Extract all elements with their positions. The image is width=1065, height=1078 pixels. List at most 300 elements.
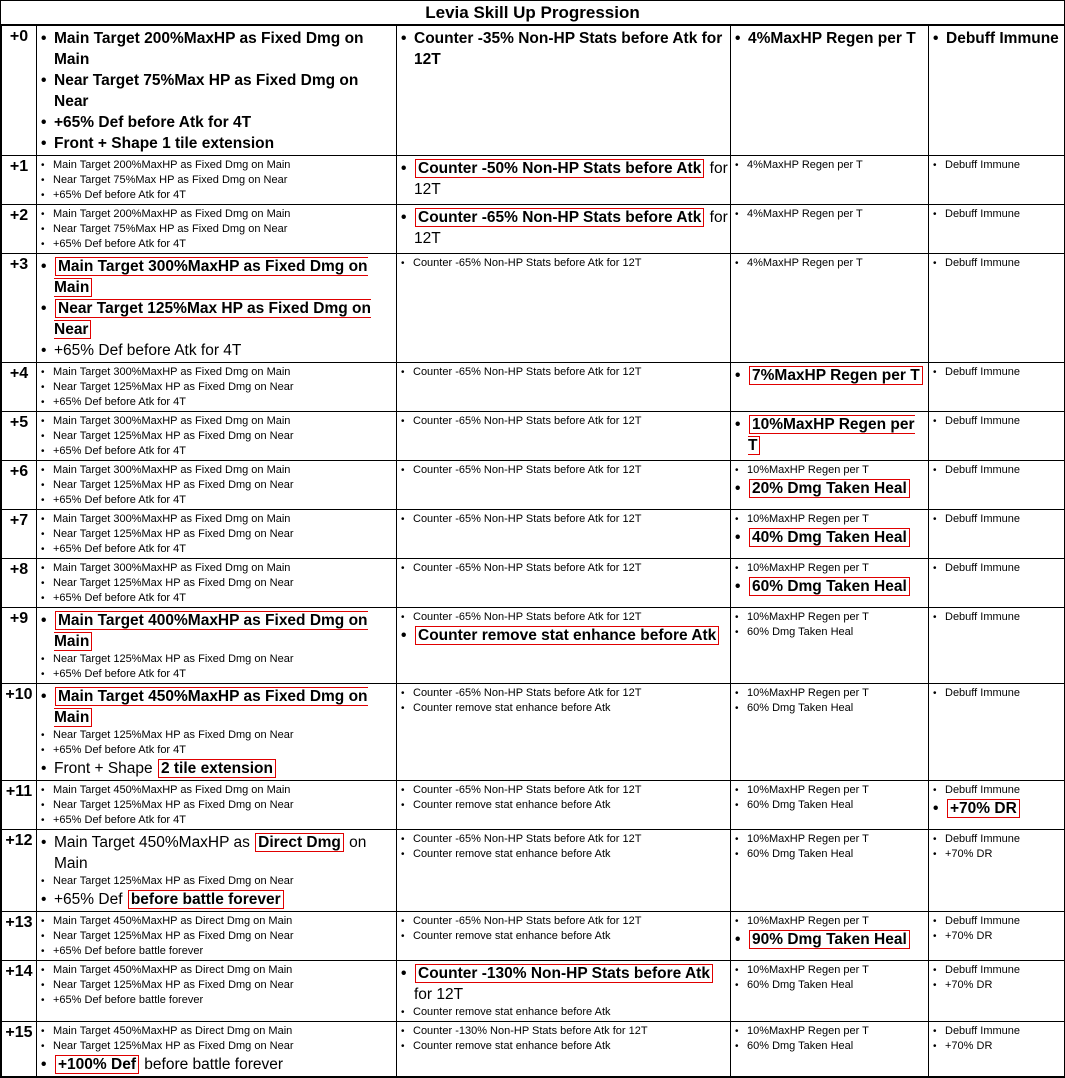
bullet-icon: •	[933, 798, 946, 819]
immunity-dr-effects-cell	[929, 205, 1065, 254]
effect-segment: Near Target 125%Max HP as Fixed Dmg on Near	[53, 528, 293, 540]
level-cell: +1	[2, 156, 37, 205]
effect-text	[945, 832, 1064, 846]
bullet-icon: •	[41, 979, 53, 993]
bullet-item	[933, 512, 1064, 527]
effect-segment: +65% Def before Atk for 4T	[53, 189, 186, 201]
bullet-icon: •	[933, 159, 945, 173]
effect-segment: Front + Shape 1 tile extension	[54, 135, 274, 152]
bullet-item	[41, 256, 394, 298]
effect-segment: 10%MaxHP Regen per T	[747, 833, 869, 845]
effect-text	[53, 493, 394, 507]
regen-heal-effects-cell	[731, 684, 929, 781]
bullet-item	[41, 832, 394, 874]
bullet-item	[735, 783, 926, 798]
regen-heal-effects-cell	[731, 608, 929, 684]
bullet-icon: •	[41, 875, 53, 889]
counter-effects-cell	[397, 254, 731, 363]
bullet-icon: •	[401, 611, 413, 625]
bullet-icon: •	[401, 1040, 413, 1054]
bullet-item	[41, 576, 394, 591]
effect-text	[413, 686, 728, 700]
effect-segment: Near Target 125%Max HP as Fixed Dmg on Near	[53, 479, 293, 491]
counter-effects-cell	[397, 461, 731, 510]
bullet-item	[41, 340, 394, 361]
bullet-item	[41, 414, 394, 429]
level-cell: +9	[2, 608, 37, 684]
immunity-dr-effects-cell	[929, 156, 1065, 205]
bullet-item	[41, 173, 394, 188]
level-cell: +15	[2, 1022, 37, 1077]
effect-text	[53, 414, 394, 428]
effect-text	[946, 28, 1064, 49]
main-effects-cell	[37, 1022, 397, 1077]
effect-segment: Debuff Immune	[945, 1025, 1020, 1037]
effect-segment: Debuff Immune	[945, 257, 1020, 269]
effect-segment: 10%MaxHP Regen per T	[747, 964, 869, 976]
level-cell: +5	[2, 412, 37, 461]
bullet-item	[401, 1005, 728, 1020]
table-row	[2, 559, 1065, 608]
effect-text	[747, 561, 926, 575]
levels-table	[1, 25, 1065, 1077]
effect-text	[945, 561, 1064, 575]
bullet-item	[735, 365, 926, 386]
main-effects-cell	[37, 461, 397, 510]
bullet-icon: •	[41, 381, 53, 395]
effect-segment: +65% Def before Atk for 4T	[54, 342, 241, 359]
effect-segment: 10%MaxHP Regen per T	[747, 464, 869, 476]
effect-segment: Counter -65% Non-HP Stats before Atk for 12T	[413, 513, 641, 525]
counter-effects-cell	[397, 205, 731, 254]
bullet-icon: •	[401, 257, 413, 271]
effect-segment: 60% Dmg Taken Heal	[747, 979, 853, 991]
table-row	[2, 205, 1065, 254]
main-effects-cell	[37, 156, 397, 205]
bullet-item	[735, 625, 926, 640]
counter-effects-cell	[397, 1022, 731, 1077]
bullet-icon: •	[41, 430, 53, 444]
bullet-item	[41, 914, 394, 929]
effect-text	[413, 610, 728, 624]
effect-text	[945, 1039, 1064, 1053]
effect-segment: 60% Dmg Taken Heal	[747, 626, 853, 638]
highlighted-change: Direct Dmg	[255, 833, 344, 852]
effect-text	[747, 963, 926, 977]
level-cell: +7	[2, 510, 37, 559]
bullet-item	[401, 701, 728, 716]
table-row	[2, 781, 1065, 830]
effect-segment: Debuff Immune	[945, 784, 1020, 796]
bullet-icon: •	[41, 396, 53, 410]
effect-segment: +70% DR	[945, 979, 992, 991]
effect-segment: +70% DR	[945, 848, 992, 860]
effect-text	[748, 929, 926, 950]
effect-segment: Debuff Immune	[945, 687, 1020, 699]
effect-text	[945, 463, 1064, 477]
effect-segment: 4%MaxHP Regen per T	[748, 30, 916, 47]
effect-text	[747, 798, 926, 812]
bullet-icon: •	[41, 366, 53, 380]
effect-text	[53, 188, 394, 202]
effect-segment: 10%MaxHP Regen per T	[747, 513, 869, 525]
effect-text	[945, 963, 1064, 977]
bullet-item	[401, 158, 728, 200]
effect-segment: Near Target 125%Max HP as Fixed Dmg on Near	[53, 799, 293, 811]
bullet-icon: •	[41, 1054, 54, 1075]
bullet-icon: •	[735, 799, 747, 813]
effect-text	[54, 70, 394, 112]
effect-segment: Main Target 450%MaxHP as Direct Dmg on Main	[53, 1025, 292, 1037]
effect-segment: 10%MaxHP Regen per T	[747, 1025, 869, 1037]
bullet-icon: •	[401, 687, 413, 701]
effect-text	[54, 298, 394, 340]
effect-text	[946, 798, 1064, 819]
bullet-icon: •	[933, 513, 945, 527]
regen-heal-effects-cell	[731, 961, 929, 1022]
immunity-dr-effects-cell	[929, 26, 1065, 156]
bullet-item	[933, 798, 1064, 819]
table-row	[2, 830, 1065, 912]
regen-heal-effects-cell	[731, 412, 929, 461]
effect-text	[53, 914, 394, 928]
effect-segment: Front + Shape	[54, 760, 157, 777]
bullet-icon: •	[735, 848, 747, 862]
effect-segment: +65% Def before Atk for 4T	[53, 592, 186, 604]
bullet-icon: •	[41, 174, 53, 188]
bullet-item	[735, 158, 926, 173]
bullet-item	[735, 512, 926, 527]
bullet-icon: •	[41, 133, 54, 154]
bullet-item	[735, 256, 926, 271]
effect-text	[747, 686, 926, 700]
bullet-item	[41, 542, 394, 557]
table-row	[2, 363, 1065, 412]
regen-heal-effects-cell	[731, 1022, 929, 1077]
bullet-icon: •	[401, 963, 414, 984]
bullet-item	[41, 743, 394, 758]
bullet-icon: •	[933, 687, 945, 701]
bullet-icon: •	[41, 592, 53, 606]
highlighted-change: Counter -65% Non-HP Stats before Atk	[415, 208, 704, 227]
bullet-icon: •	[41, 889, 54, 910]
bullet-item	[933, 414, 1064, 429]
effect-segment: Main Target 300%MaxHP as Fixed Dmg on Main	[53, 513, 290, 525]
effect-text	[945, 978, 1064, 992]
bullet-item	[735, 527, 926, 548]
bullet-icon: •	[735, 1040, 747, 1054]
regen-heal-effects-cell	[731, 510, 929, 559]
main-effects-cell	[37, 559, 397, 608]
immunity-dr-effects-cell	[929, 1022, 1065, 1077]
effect-segment: +70% DR	[945, 930, 992, 942]
effect-text	[53, 783, 394, 797]
bullet-item	[41, 652, 394, 667]
bullet-icon: •	[735, 576, 748, 597]
bullet-icon: •	[933, 915, 945, 929]
effect-segment: Debuff Immune	[945, 464, 1020, 476]
effect-segment: +65% Def before Atk for 4T	[53, 543, 186, 555]
effect-segment: +65% Def before battle forever	[53, 994, 203, 1006]
highlighted-change: +100% Def	[55, 1055, 139, 1074]
regen-heal-effects-cell	[731, 205, 929, 254]
effect-segment: Main Target 300%MaxHP as Fixed Dmg on Main	[53, 415, 290, 427]
effect-text	[413, 1039, 728, 1053]
bullet-item	[41, 889, 394, 910]
counter-effects-cell	[397, 510, 731, 559]
bullet-item	[933, 847, 1064, 862]
effect-segment: +65% Def before battle forever	[53, 945, 203, 957]
effect-text	[53, 207, 394, 221]
regen-heal-effects-cell	[731, 559, 929, 608]
immunity-dr-effects-cell	[929, 510, 1065, 559]
bullet-item	[933, 28, 1064, 49]
effect-segment: +65% Def before Atk for 4T	[53, 396, 186, 408]
effect-segment: Near Target 125%Max HP as Fixed Dmg on Near	[53, 430, 293, 442]
effect-text	[54, 28, 394, 70]
bullet-icon: •	[401, 1025, 413, 1039]
effect-segment: Counter -65% Non-HP Stats before Atk for 12T	[413, 833, 641, 845]
bullet-icon: •	[735, 626, 747, 640]
bullet-icon: •	[41, 208, 53, 222]
effect-segment: Counter -65% Non-HP Stats before Atk for 12T	[413, 415, 641, 427]
bullet-item	[735, 414, 926, 456]
bullet-item	[401, 798, 728, 813]
effect-text	[747, 832, 926, 846]
bullet-item	[933, 561, 1064, 576]
counter-effects-cell	[397, 559, 731, 608]
bullet-icon: •	[41, 668, 53, 682]
bullet-item	[933, 963, 1064, 978]
main-effects-cell	[37, 608, 397, 684]
bullet-item	[401, 207, 728, 249]
effect-segment: 4%MaxHP Regen per T	[747, 208, 863, 220]
bullet-icon: •	[401, 833, 413, 847]
bullet-item	[933, 783, 1064, 798]
immunity-dr-effects-cell	[929, 559, 1065, 608]
effect-segment: +65% Def	[54, 891, 127, 908]
effect-text	[945, 929, 1064, 943]
bullet-icon: •	[735, 784, 747, 798]
highlighted-change: Main Target 450%MaxHP as Fixed Dmg on Main	[54, 687, 368, 727]
regen-heal-effects-cell	[731, 830, 929, 912]
bullet-item	[41, 963, 394, 978]
effect-text	[53, 512, 394, 526]
effect-segment: Main Target 300%MaxHP as Fixed Dmg on Main	[53, 464, 290, 476]
bullet-icon: •	[933, 848, 945, 862]
table-row	[2, 912, 1065, 961]
effect-text	[748, 576, 926, 597]
bullet-icon: •	[41, 256, 54, 277]
bullet-icon: •	[41, 964, 53, 978]
immunity-dr-effects-cell	[929, 461, 1065, 510]
bullet-item	[735, 1024, 926, 1039]
immunity-dr-effects-cell	[929, 684, 1065, 781]
effect-text	[53, 993, 394, 1007]
effect-text	[413, 832, 728, 846]
effect-text	[413, 561, 728, 575]
bullet-icon: •	[933, 366, 945, 380]
effect-text	[414, 207, 728, 249]
bullet-item	[401, 414, 728, 429]
immunity-dr-effects-cell	[929, 830, 1065, 912]
effect-text	[747, 1024, 926, 1038]
bullet-icon: •	[41, 340, 54, 361]
effect-text	[748, 28, 926, 49]
bullet-icon: •	[41, 528, 53, 542]
effect-text	[748, 365, 926, 386]
effect-segment: Debuff Immune	[945, 513, 1020, 525]
counter-effects-cell	[397, 684, 731, 781]
highlighted-change: Counter -50% Non-HP Stats before Atk	[415, 159, 704, 178]
effect-segment: Counter remove stat enhance before Atk	[413, 930, 611, 942]
effect-text	[53, 652, 394, 666]
bullet-icon: •	[41, 686, 54, 707]
effect-text	[413, 414, 728, 428]
bullet-icon: •	[933, 964, 945, 978]
highlighted-change: 7%MaxHP Regen per T	[749, 366, 923, 385]
effect-segment: 10%MaxHP Regen per T	[747, 915, 869, 927]
effect-text	[53, 591, 394, 605]
bullet-item	[41, 444, 394, 459]
effect-text	[945, 365, 1064, 379]
bullet-icon: •	[41, 159, 53, 173]
bullet-icon: •	[41, 930, 53, 944]
effect-text	[414, 28, 728, 70]
effect-text	[945, 512, 1064, 526]
bullet-icon: •	[735, 478, 748, 499]
effect-segment: Counter remove stat enhance before Atk	[413, 1006, 611, 1018]
bullet-item	[41, 70, 394, 112]
bullet-icon: •	[401, 158, 414, 179]
bullet-icon: •	[41, 70, 54, 91]
bullet-icon: •	[735, 28, 748, 49]
bullet-item	[933, 1039, 1064, 1054]
effect-text	[747, 610, 926, 624]
effect-segment: +65% Def before Atk for 4T	[53, 814, 186, 826]
effect-segment: Debuff Immune	[945, 208, 1020, 220]
table-row	[2, 684, 1065, 781]
immunity-dr-effects-cell	[929, 781, 1065, 830]
table-row	[2, 608, 1065, 684]
bullet-item	[933, 686, 1064, 701]
effect-text	[414, 963, 728, 1005]
counter-effects-cell	[397, 912, 731, 961]
effect-segment: Near Target 125%Max HP as Fixed Dmg on Near	[53, 381, 293, 393]
bullet-icon: •	[933, 1040, 945, 1054]
effect-text	[413, 1005, 728, 1019]
bullet-item	[41, 1039, 394, 1054]
effect-text	[53, 158, 394, 172]
effect-segment: on Main	[54, 834, 366, 872]
bullet-item	[41, 478, 394, 493]
highlighted-change: before battle forever	[128, 890, 284, 909]
main-effects-cell	[37, 412, 397, 461]
bullet-item	[401, 625, 728, 646]
effect-text	[53, 874, 394, 888]
effect-segment: 60% Dmg Taken Heal	[747, 1040, 853, 1052]
effect-text	[53, 561, 394, 575]
immunity-dr-effects-cell	[929, 254, 1065, 363]
table-row	[2, 1022, 1065, 1077]
level-cell: +13	[2, 912, 37, 961]
bullet-item	[41, 493, 394, 508]
effect-segment: +65% Def before Atk for 4T	[53, 668, 186, 680]
effect-text	[413, 463, 728, 477]
bullet-icon: •	[735, 611, 747, 625]
bullet-item	[401, 686, 728, 701]
main-effects-cell	[37, 205, 397, 254]
effect-text	[54, 133, 394, 154]
bullet-icon: •	[735, 702, 747, 716]
bullet-item	[41, 237, 394, 252]
effect-segment: Main Target 450%MaxHP as	[54, 834, 254, 851]
effect-segment: Debuff Immune	[945, 611, 1020, 623]
bullet-icon: •	[41, 758, 54, 779]
effect-text	[747, 207, 926, 221]
bullet-item	[933, 256, 1064, 271]
effect-text	[53, 813, 394, 827]
bullet-item	[41, 944, 394, 959]
highlighted-change: 2 tile extension	[158, 759, 276, 778]
bullet-item	[41, 380, 394, 395]
effect-text	[53, 380, 394, 394]
bullet-icon: •	[41, 945, 53, 959]
effect-segment: +65% Def before Atk for 4T	[53, 744, 186, 756]
level-cell: +12	[2, 830, 37, 912]
bullet-item	[401, 929, 728, 944]
bullet-icon: •	[41, 994, 53, 1008]
effect-segment: 10%MaxHP Regen per T	[747, 562, 869, 574]
bullet-icon: •	[41, 415, 53, 429]
effect-text	[413, 847, 728, 861]
counter-effects-cell	[397, 961, 731, 1022]
effect-text	[53, 798, 394, 812]
bullet-icon: •	[735, 257, 747, 271]
bullet-icon: •	[41, 223, 53, 237]
bullet-icon: •	[41, 610, 54, 631]
effect-text	[945, 610, 1064, 624]
bullet-item	[41, 783, 394, 798]
bullet-item	[401, 963, 728, 1005]
bullet-item	[735, 914, 926, 929]
bullet-item	[41, 561, 394, 576]
regen-heal-effects-cell	[731, 26, 929, 156]
bullet-item	[41, 1024, 394, 1039]
table-row	[2, 510, 1065, 559]
bullet-item	[933, 365, 1064, 380]
bullet-icon: •	[41, 577, 53, 591]
effect-text	[54, 340, 394, 361]
effect-text	[747, 783, 926, 797]
effect-text	[53, 222, 394, 236]
bullet-item	[401, 847, 728, 862]
effect-segment: Near Target 125%Max HP as Fixed Dmg on Near	[53, 1040, 293, 1052]
bullet-item	[735, 686, 926, 701]
effect-segment: +65% Def before Atk for 4T	[53, 494, 186, 506]
bullet-item	[41, 28, 394, 70]
bullet-item	[41, 758, 394, 779]
effect-segment: Counter -65% Non-HP Stats before Atk for 12T	[413, 257, 641, 269]
bullet-item	[933, 978, 1064, 993]
effect-text	[53, 978, 394, 992]
bullet-item	[401, 561, 728, 576]
effect-text	[53, 237, 394, 251]
effect-segment: 10%MaxHP Regen per T	[747, 784, 869, 796]
bullet-item	[41, 207, 394, 222]
table-row	[2, 461, 1065, 510]
effect-segment: Debuff Immune	[945, 915, 1020, 927]
